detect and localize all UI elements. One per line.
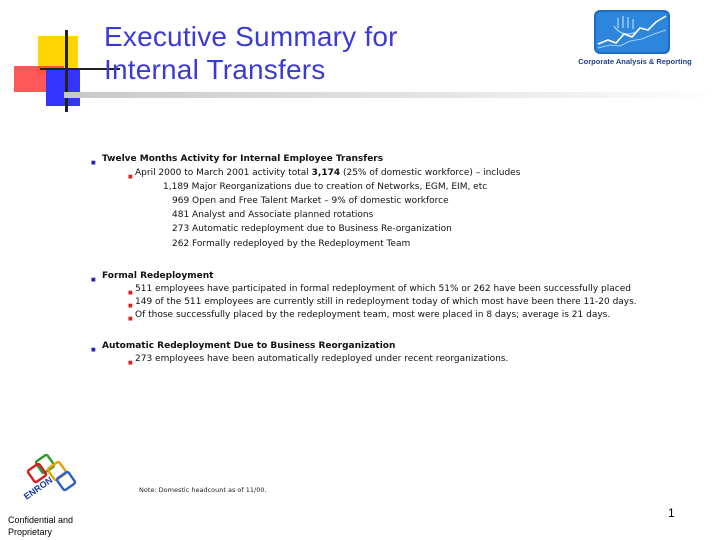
vertical-line	[65, 30, 68, 112]
square-bullet-icon: ■	[128, 303, 133, 309]
list-item: 149 of the 511 employees are currently still in redeployment today of which most have been there 11-20 days.	[135, 297, 637, 307]
title-line-2: Internal Transfers	[104, 54, 326, 85]
title-rule	[64, 92, 720, 98]
square-bullet-icon: ■	[128, 174, 133, 180]
activity-text-after: (25% of domestic workforce) – includes	[340, 168, 521, 178]
activity-text-before: April 2000 to March 2001 activity total	[135, 168, 312, 178]
title-line-1: Executive Summary for	[104, 21, 398, 52]
corporate-analysis-logo	[594, 10, 670, 54]
list-item: 273 employees have been automatically redeployed under recent reorganizations.	[135, 354, 509, 364]
list-item: 511 employees have participated in formal redeployment of which 51% or 262 have been successfully placed	[135, 284, 631, 294]
square-bullet-icon: ■	[91, 277, 96, 283]
footnote: Note: Domestic headcount as of 11/00.	[139, 486, 267, 494]
square-bullet-icon: ■	[128, 290, 133, 296]
footer-line-2: Proprietary	[8, 527, 53, 537]
page-title	[104, 20, 524, 86]
square-bullet-icon: ■	[91, 160, 96, 166]
detail-line: 1,189 Major Reorganizations due to creation of Networks, EGM, EIM, etc	[163, 182, 488, 192]
square-bullet-icon: ■	[128, 316, 133, 322]
list-item: Of those successfully placed by the redeployment team, most were placed in 8 days; average is 21 days.	[135, 310, 611, 320]
detail-line: 969 Open and Free Talent Market – 9% of domestic workforce	[172, 196, 449, 206]
section-heading: Automatic Redeployment Due to Business Reorganization	[102, 341, 396, 351]
detail-line: 262 Formally redeployed by the Redeployment Team	[172, 239, 411, 249]
activity-total-value: 3,174	[311, 168, 341, 178]
square-bullet-icon: ■	[91, 347, 96, 353]
blue-block	[46, 68, 80, 106]
enron-wordmark: ENRON	[21, 474, 55, 502]
page-number: 1	[668, 506, 675, 520]
section-heading: Twelve Months Activity for Internal Employee Transfers	[102, 154, 384, 164]
confidentiality-footer	[8, 514, 98, 538]
detail-line: 481 Analyst and Associate planned rotations	[172, 210, 374, 220]
detail-line: 273 Automatic redeployment due to Business Re-organization	[172, 224, 452, 234]
brand-caption: Corporate Analysis & Reporting	[578, 57, 692, 66]
section-heading: Formal Redeployment	[102, 271, 214, 281]
enron-logo	[18, 454, 84, 508]
square-bullet-icon: ■	[128, 360, 133, 366]
activity-total-line	[135, 166, 520, 180]
footer-line-1: Confidential and	[8, 515, 74, 525]
